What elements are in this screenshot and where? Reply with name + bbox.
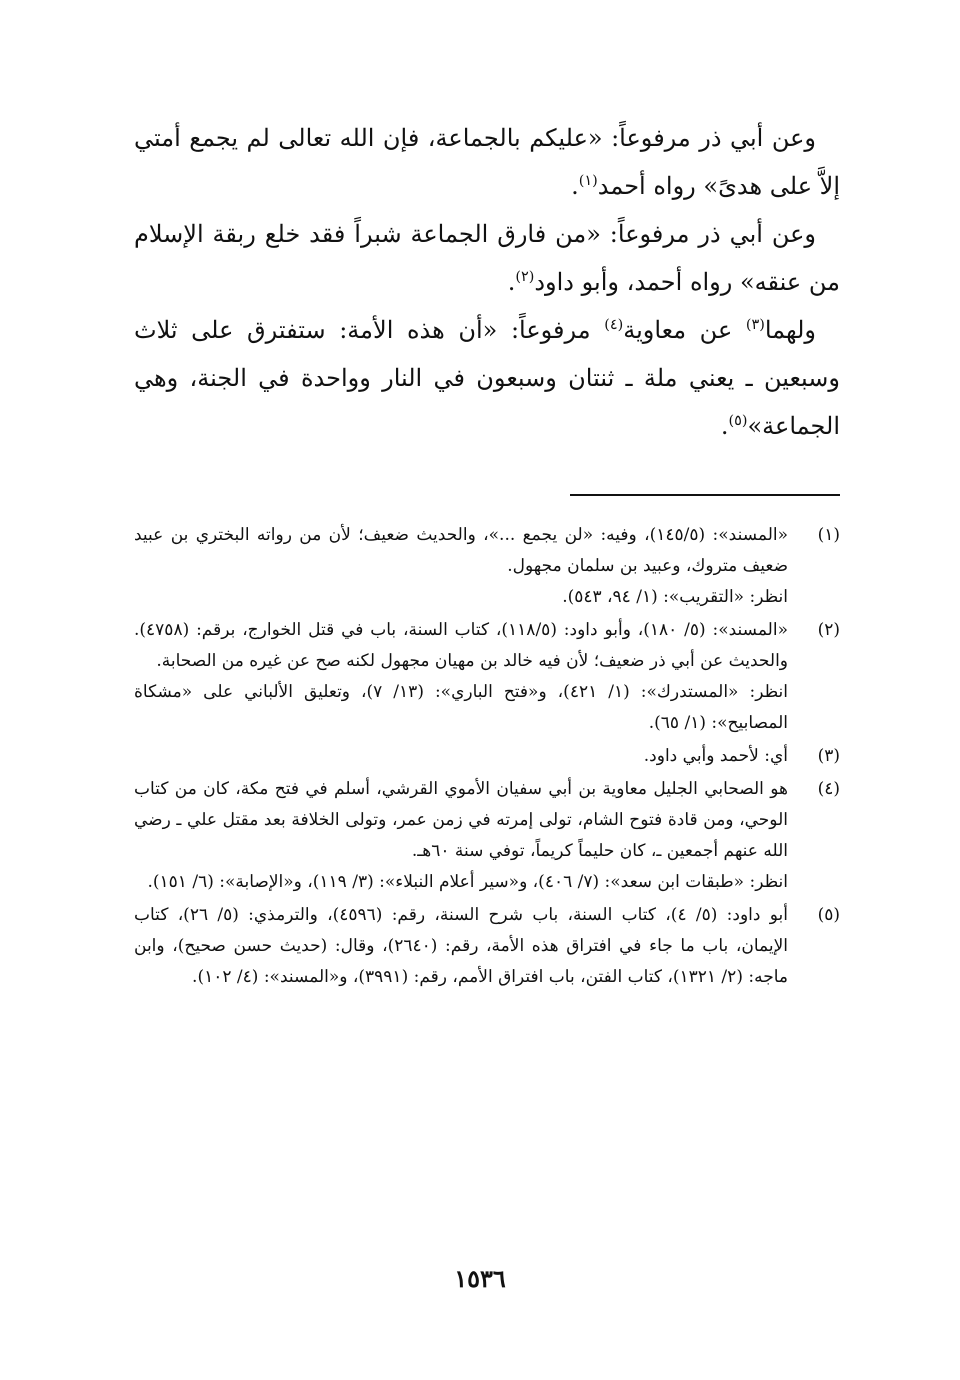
paragraph-text: ولهما — [764, 316, 816, 344]
paragraph-3 — [134, 306, 840, 450]
paragraph-text: وعن أبي ذر مرفوعاً: «عليكم بالجماعة، فإن الله تعالى لم يجمع أمتي إلاَّ على هدىً» رواه أحمد — [134, 124, 840, 200]
paragraph-end: . — [507, 268, 516, 296]
footnote-ref[interactable]: (٣) — [745, 317, 765, 333]
footnote-ref[interactable]: (١) — [578, 173, 598, 189]
paragraph-end: . — [720, 412, 729, 440]
paragraph-1 — [134, 114, 840, 210]
paragraph-text: عن معاوية — [623, 316, 746, 344]
footnote-4 — [134, 774, 840, 898]
footnote-2 — [134, 615, 840, 739]
footnote-line: أبو داود: (٥/ ٤)، كتاب السنة، باب شرح السنة، رقم: (٤٥٩٦)، والترمذي: (٥/ ٢٦)، كتاب الإيمان، باب ما جاء في افتراق هذه الأمة، رقم: (٢٦٤٠)، وقال: (حديث حسن صحيح)، وابن ماجه: (٢/ ١٣٢١)، كتاب الفتن، باب افتراق الأمم، رقم: (٣٩٩١)، و«المسند»: (٤/ ١٠٢). — [134, 905, 788, 987]
footnote-body — [134, 741, 788, 772]
footnote-5 — [134, 900, 840, 993]
footnote-line: انظر: «المستدرك»: (١/ ٤٢١)، و«فتح الباري»: (١٣/ ٧)، وتعليق الألباني على «مشكاة المصابيح»: (١/ ٦٥). — [134, 682, 788, 733]
footnote-number: (٥) — [817, 905, 840, 925]
paragraph-end: . — [571, 172, 579, 200]
footnote-body — [134, 774, 788, 898]
footnote-body — [134, 615, 788, 739]
footnote-body — [134, 900, 788, 993]
footnote-line: «المسند»: (١٤٥/٥)، وفيه: «لن يجمع ...»، والحديث ضعيف؛ لأن من رواته البختري بن عبيد ضعيف متروك، وعبيد بن سلمان مجهول. — [134, 525, 788, 576]
footnote-body — [134, 520, 788, 613]
footnote-line: هو الصحابي الجليل معاوية بن أبي سفيان الأموي القرشي، أسلم في فتح مكة، كان من كتاب الوحي، ومن قادة فتوح الشام، تولى إمرته في زمن عمر، وتولى الخلافة بعد مقتل علي ـ رضي الله عنهم أجمعين ـ، كان حليماً كريماً، توفي سنة ٦٠هـ. — [134, 779, 788, 861]
footnote-number: (٢) — [817, 620, 840, 640]
footnote-number: (٤) — [817, 779, 840, 799]
footnote-line: انظر: «التقريب»: (١/ ٩٤، ٥٤٣). — [562, 587, 788, 607]
footnotes — [134, 520, 840, 995]
footnote-line: أي: لأحمد وأبي داود. — [643, 746, 788, 766]
footnote-line: «المسند»: (٥/ ١٨٠)، وأبو داود: (١١٨/٥)، كتاب السنة، باب في قتل الخوارج، برقم: (٤٧٥٨). والحديث عن أبي ذر ضعيف؛ لأن فيه خالد بن مهيان مجهول لكنه صح عن غيره من الصحابة. — [134, 620, 788, 671]
footnote-line: انظر: «طبقات ابن سعد»: (٧/ ٤٠٦)، و«سير أعلام النبلاء»: (٣/ ١١٩)، و«الإصابة»: (٦/ ١٥١). — [147, 872, 788, 892]
footnote-3 — [134, 741, 840, 772]
paragraph-text: مرفوعاً: «أن هذه الأمة: ستفترق على ثلاث وسبعين ـ يعني ملة ـ ثنتان وسبعون في النار وواحدة في الجنة، وهي الجماعة» — [134, 316, 840, 440]
page-number: ١٥٣٦ — [454, 1264, 506, 1293]
footnote-ref[interactable]: (٤) — [604, 317, 624, 333]
footnote-number: (٣) — [817, 746, 840, 766]
main-text — [134, 114, 840, 450]
footnote-ref[interactable]: (٥) — [728, 413, 748, 429]
paragraph-2 — [134, 210, 840, 306]
footnote-divider — [570, 494, 840, 496]
paragraph-text: وعن أبي ذر مرفوعاً: «من فارق الجماعة شبراً فقد خلع ربقة الإسلام من عنقه» رواه أحمد، وأبو داود — [134, 220, 840, 296]
footnote-ref[interactable]: (٢) — [515, 269, 535, 285]
footnote-1 — [134, 520, 840, 613]
footnote-number: (١) — [817, 525, 840, 545]
